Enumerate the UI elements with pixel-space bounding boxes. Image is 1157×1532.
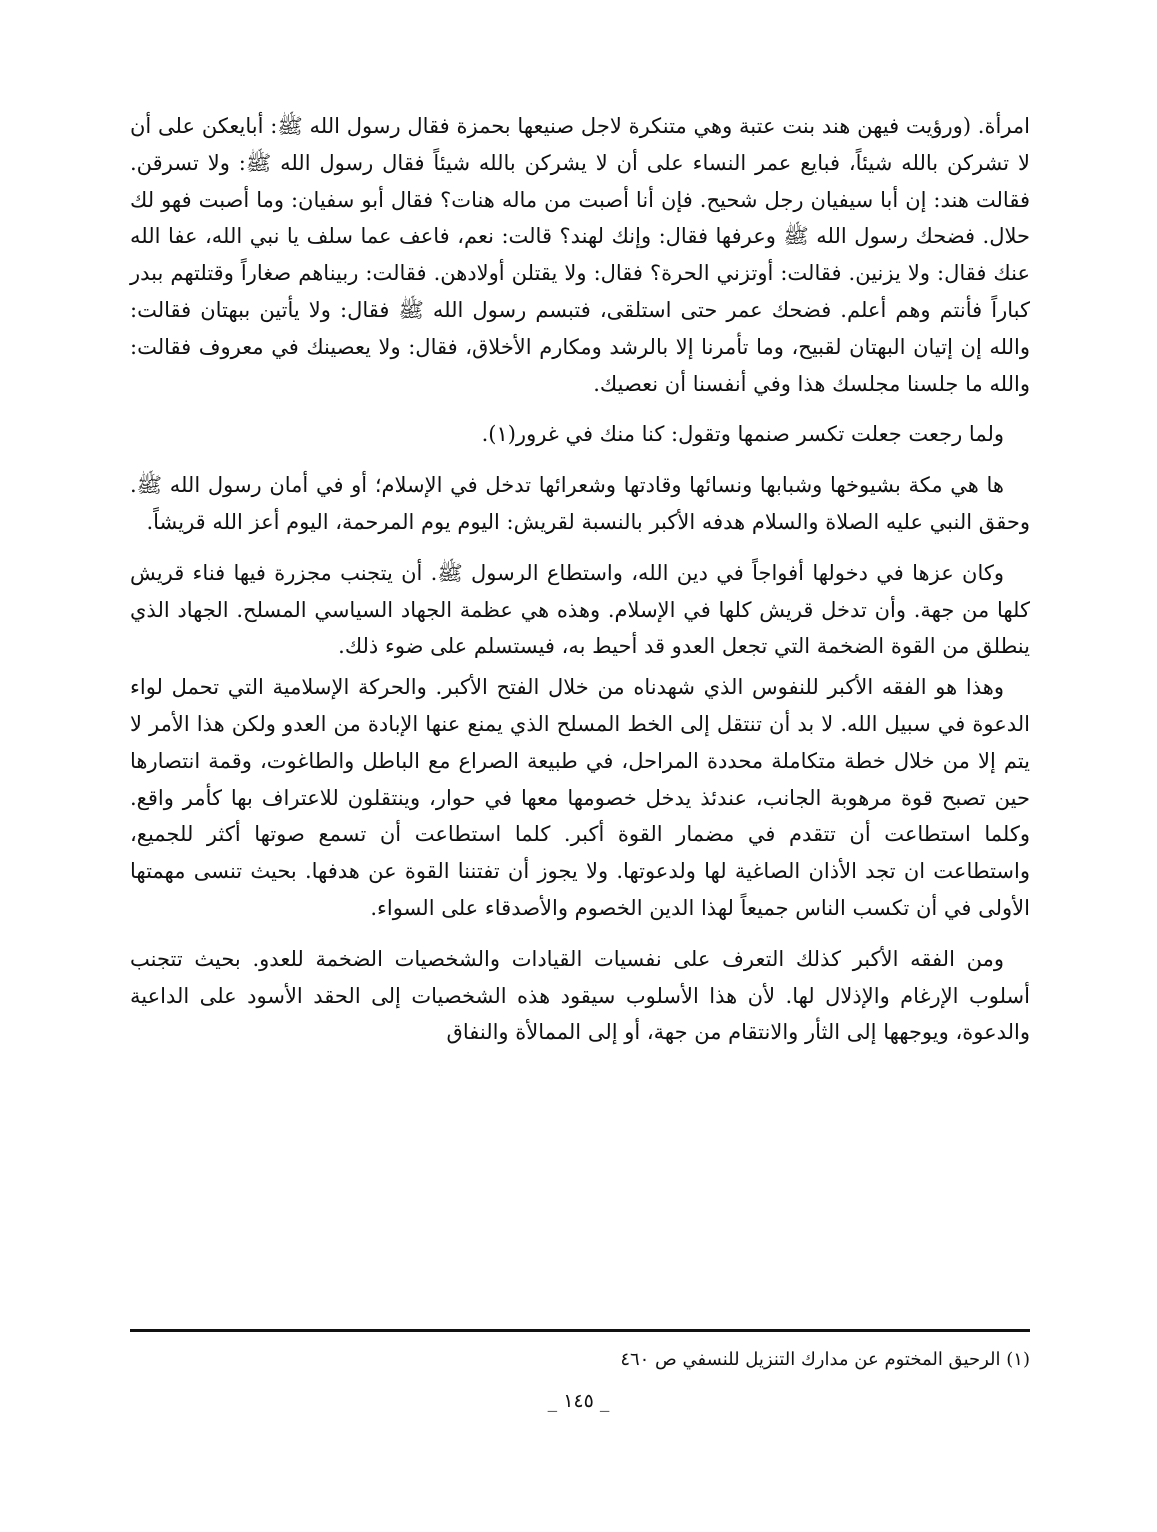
- paragraph-greater-fiqh: وهذا هو الفقه الأكبر للنفوس الذي شهدناه من خلال الفتح الأكبر. والحركة الإسلامية التي تحمل لواء الدعوة في سبيل الله. لا بد أن تنتقل إلى الخط المسلح الذي يمنع عنها الإبادة من العدو ولكن هذا الأمر لا يتم إلا من خلال خطة متكاملة محددة المراحل، في طبيعة الصراع مع الباطل والطاغوت، وقمة انتصارها حين تصبح قوة مرهوبة الجانب، عندئذ يدخل خصومها معها في حوار، وينتقلون للاعتراف بها كأمر واقع. وكلما استطاعت أن تتقدم في مضمار القوة أكبر. كلما استطاعت أن تسمع صوتها أكثر للجميع، واستطاعت ان تجد الأذان الصاغية لها ولدعوتها. ولا يجوز أن تفتننا القوة عن هدفها. بحيث تنسى مهمتها الأولى في أن تكسب الناس جميعاً لهذا الدين الخصوم والأصدقاء على السواء.: [130, 675, 1030, 920]
- page-number: _ ١٤٥ _: [547, 1390, 610, 1412]
- paragraph-mecca-islam: ها هي مكة بشيوخها وشبابها ونسائها وقادتها وشعرائها تدخل في الإسلام؛ أو في أمان رسول الله ﷺ. وحقق النبي عليه الصلاة والسلام هدفه الأكبر بالنسبة لقريش: اليوم يوم المرحمة، اليوم أعز الله قريشاً.: [130, 473, 1030, 534]
- paragraph-hind-bayah: امرأة. (ورؤيت فيهن هند بنت عتبة وهي متنكرة لاجل صنيعها بحمزة فقال رسول الله ﷺ: أبايعكن على أن لا تشركن بالله شيئاً، فبايع عمر النساء على أن لا يشركن بالله شيئاً فقال رسول الله ﷺ: ولا تسرقن. فقالت هند: إن أبا سيفيان رجل شحيح. فإن أنا أصبت من ماله هنات؟ فقال أبو سفيان: وما أصبت فهو لك حلال. فضحك رسول الله ﷺ وعرفها فقال: وإنك لهند؟ قالت: نعم، فاعف عما سلف يا نبي الله، عفا الله عنك فقال: ولا يزنين. فقالت: أوتزني الحرة؟ فقال: ولا يقتلن أولادهن. فقالت: ربيناهم صغاراً وقتلتهم ببدر كباراً فأنتم وهم أعلم. فضحك عمر حتى استلقى، فتبسم رسول الله ﷺ فقال: ولا يأتين ببهتان فقالت: والله إن إتيان البهتان لقبيح، وما تأمرنا إلا بالرشد ومكارم الأخلاق، فقال: ولا يعصينك في معروف فقالت: والله ما جلسنا مجلسك هذا وفي أنفسنا أن نعصيك.: [130, 114, 1030, 396]
- page-body: [130, 108, 1030, 1051]
- footnote-divider: [130, 1329, 1030, 1332]
- paragraph-idol-breaking: ولما رجعت جعلت تكسر صنمها وتقول: كنا منك في غرور(١).: [481, 422, 1004, 447]
- paragraph-quraysh-glory: وكان عزها في دخولها أفواجاً في دين الله، واستطاع الرسول ﷺ. أن يتجنب مجزرة فيها فناء قريش كلها من جهة. وأن تدخل قريش كلها في الإسلام. وهذه هي عظمة الجهاد السياسي المسلح. الجهاد الذي ينطلق من القوة الضخمة التي تجعل العدو قد أحيط به، فيستسلم على ضوء ذلك.: [130, 560, 1030, 659]
- footnote: (١) الرحيق المختوم عن مدارك التنزيل للنسفي ص ٤٦٠: [620, 1349, 1030, 1370]
- paragraph-enemy-leaders: ومن الفقه الأكبر كذلك التعرف على نفسيات القيادات والشخصيات الضخمة للعدو. بحيث تتجنب أسلوب الإرغام والإذلال لها. لأن هذا الأسلوب سيقود هذه الشخصيات إلى الحقد الأسود على الداعية والدعوة، ويوجهها إلى الثأر والانتقام من جهة، أو إلى الممالأة والنفاق: [130, 946, 1030, 1045]
